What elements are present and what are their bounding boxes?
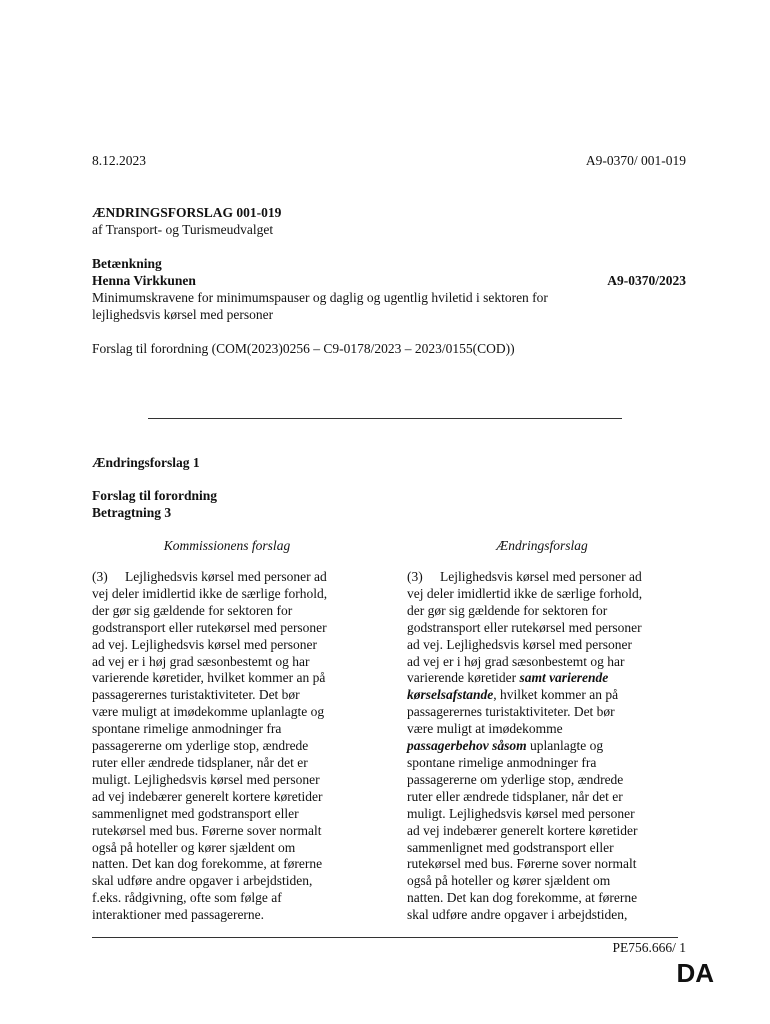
report-number: A9-0370/2023 <box>607 273 686 288</box>
left-line: være muligt at imødekomme uplanlagte og <box>92 704 325 720</box>
right-line: spontane rimelige anmodninger fra <box>407 754 597 770</box>
right-column-text <box>407 569 692 924</box>
right-line: rutekørsel med bus. Førerne sover normalt <box>407 856 637 872</box>
report-description-line-1: Minimumskravene for minimumspauser og daglig og ugentlig hviletid i sektoren for <box>92 290 548 305</box>
document-date: 8.12.2023 <box>92 153 146 168</box>
left-column-header: Kommissionens forslag <box>163 538 291 553</box>
right-line: kørselsafstande, hvilket kommer an på <box>407 687 619 703</box>
right-line: sammenlignet med godstransport eller <box>407 839 614 855</box>
proposal-heading: Forslag til forordning <box>92 488 218 503</box>
right-line: muligt. Lejlighedsvis kørsel med personer <box>407 805 635 821</box>
left-line: skal udføre andre opgaver i arbejdstiden, <box>92 873 313 889</box>
rapporteur-name: Henna Virkkunen <box>92 273 196 288</box>
inserted-text: kørselsafstande <box>407 687 494 703</box>
left-line: ruter eller ændrede tidsplaner, når det er <box>92 754 308 770</box>
amendment-subheading <box>92 487 217 521</box>
report-label: Betænkning <box>92 256 162 271</box>
proposal-reference: Forslag til forordning (COM(2023)0256 – C9-0178/2023 – 2023/0155(COD)) <box>92 341 515 356</box>
right-line: også på hoteller og kører sjældent om <box>407 873 611 889</box>
left-line: sammenlignet med godstransport eller <box>92 805 299 821</box>
left-line: ad vej. Lejlighedsvis kørsel med personer <box>92 636 317 652</box>
recital-number: (3) <box>92 569 108 584</box>
amendment-title: Ændringsforslag 1 <box>92 455 200 470</box>
right-line: varierende køretider samt varierende <box>407 670 609 686</box>
left-line: spontane rimelige anmodninger fra <box>92 721 282 737</box>
left-line: interaktioner med passagererne. <box>92 907 265 923</box>
right-line: ad vej. Lejlighedsvis kørsel med personer <box>407 636 632 652</box>
left-line: ad vej indebærer generelt kortere køretider <box>92 788 323 804</box>
left-line: passagererne om yderlige stop, ændrede <box>92 738 309 754</box>
page-reference: PE756.666/ 1 <box>612 940 686 955</box>
right-column-header: Ændringsforslag <box>496 538 588 553</box>
left-line: passagerernes turistaktiviteter. Det bør <box>92 687 300 703</box>
committee-name: af Transport- og Turismeudvalget <box>92 222 274 237</box>
document-reference: A9-0370/ 001-019 <box>585 153 686 168</box>
left-line: (3) Lejlighedsvis kørsel med personer ad <box>92 569 327 584</box>
left-line: muligt. Lejlighedsvis kørsel med personer <box>92 771 320 787</box>
right-line: passagerernes turistaktiviteter. Det bør <box>407 704 615 720</box>
right-line: være muligt at imødekomme <box>407 721 563 737</box>
report-description-line-2: lejlighedsvis kørsel med personer <box>92 307 274 322</box>
right-line: der gør sig gældende for sektoren for <box>407 602 608 618</box>
right-line: (3) Lejlighedsvis kørsel med personer ad <box>407 569 642 584</box>
document-header <box>92 153 686 169</box>
left-line: natten. Det kan dog forekomme, at førerne <box>92 856 323 872</box>
left-line: varierende køretider, hvilket kommer an på <box>92 670 326 686</box>
recital-number: (3) <box>407 569 423 584</box>
right-line: ruter eller ændrede tidsplaner, når det er <box>407 788 623 804</box>
footer-divider <box>92 937 678 938</box>
right-line: natten. Det kan dog forekomme, at førerne <box>407 890 638 906</box>
left-line: f.eks. rådgivning, ofte som følge af <box>92 890 282 906</box>
inserted-text: samt varierende <box>519 670 609 686</box>
left-line: ad vej er i høj grad sæsonbestemt og har <box>92 653 310 669</box>
right-line: skal udføre andre opgaver i arbejdstiden, <box>407 907 628 923</box>
report-block <box>92 255 686 357</box>
left-line: rutekørsel med bus. Førerne sover normalt <box>92 822 322 838</box>
amendments-title: ÆNDRINGSFORSLAG 001-019 <box>92 205 282 220</box>
left-line: vej deler imidlertid ikke de særlige forhold, <box>92 585 328 601</box>
recital-heading: Betragtning 3 <box>92 505 172 520</box>
left-line: godstransport eller rutekørsel med personer <box>92 619 327 635</box>
right-line: passagererne om yderlige stop, ændrede <box>407 771 624 787</box>
left-line: der gør sig gældende for sektoren for <box>92 602 293 618</box>
amendments-block <box>92 204 281 238</box>
left-column-text <box>92 569 372 924</box>
inserted-text: passagerbehov såsom <box>407 738 527 754</box>
right-line: vej deler imidlertid ikke de særlige forhold, <box>407 585 643 601</box>
left-line: også på hoteller og kører sjældent om <box>92 839 296 855</box>
section-divider <box>148 418 622 419</box>
right-line: godstransport eller rutekørsel med personer <box>407 619 642 635</box>
language-code: DA <box>676 958 714 988</box>
right-line: ad vej er i høj grad sæsonbestemt og har <box>407 653 625 669</box>
right-line: ad vej indebærer generelt kortere køretider <box>407 822 638 838</box>
right-line: passagerbehov såsom uplanlagte og <box>407 738 604 754</box>
rapporteur-row <box>92 272 686 289</box>
